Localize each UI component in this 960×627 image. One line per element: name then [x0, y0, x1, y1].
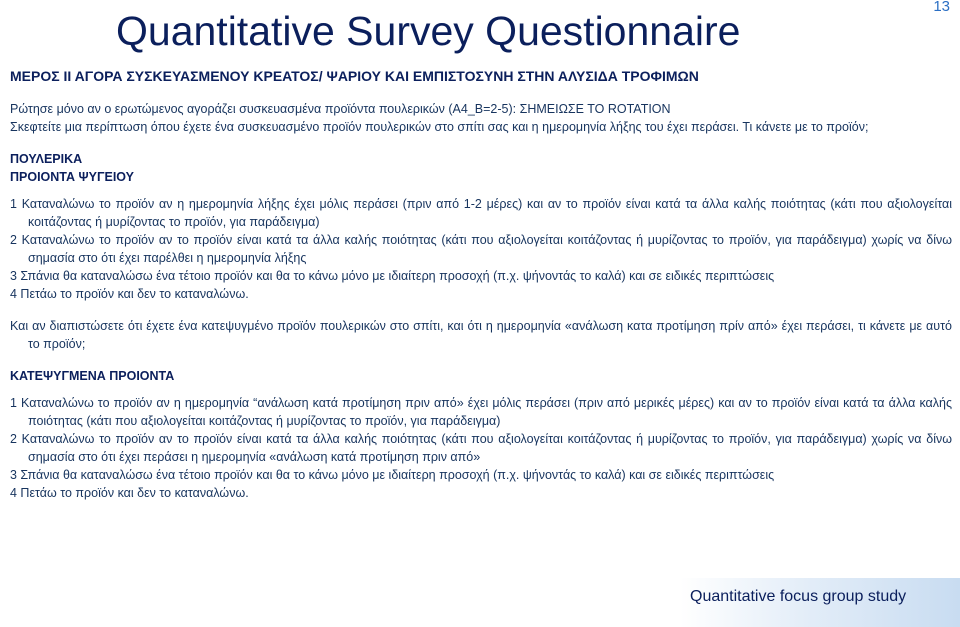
- chilled-category-heading: ΠΟΥΛΕΡΙΚΑ: [10, 152, 83, 166]
- footer-label: Quantitative focus group study: [690, 588, 907, 605]
- slide-title: Quantitative Survey Questionnaire: [116, 8, 741, 54]
- frozen-category-heading: ΚΑΤΕΨΥΓΜΕΝΑ ΠΡΟΙΟΝΤΑ: [10, 369, 175, 383]
- intro-instruction: Ρώτησε μόνο αν ο ερωτώμενος αγοράζει συσκευασμένα προϊόντα πουλερικών (A4_B=2-5): ΣΗΜΕΙΩΣΕ ΤΟ ROTATION: [10, 102, 671, 116]
- question-frozen: Και αν διαπιστώσετε ότι έχετε ένα κατεψυγμένο προϊόν πουλερικών στο σπίτι, και ότι η ημερομηνία «ανάλωση κατα προτίμηση πρίν από» έχει περάσει, τι κάνετε με αυτό το προϊόν;: [10, 319, 952, 351]
- frozen-option-2: 2 Καταναλώνω το προϊόν αν το προϊόν είναι κατά τα άλλα καλής ποιότητας (κάτι που αξιολογείται κοιτάζοντας ή μυρίζοντας το προϊόν, για παράδειγμα) χωρίς να δίνω σημασία στο ότι έχει περάσει η ημερομηνία «ανάλωση κατά προτίμηση πριν από»: [10, 432, 952, 464]
- frozen-option-1: 1 Καταναλώνω το προϊόν αν η ημερομηνία “ανάλωση κατά προτίμηση πριν από» έχει μόλις περάσει (πριν από μερικές μέρες) και αν το προϊόν είναι κατά τα άλλα καλής ποιότητας (κάτι που αξιολογείται κοιτάζοντας ή μυρίζοντας το προϊόν, για παράδειγμα): [10, 396, 952, 428]
- questionnaire-body: [10, 100, 952, 502]
- frozen-option-4: 4 Πετάω το προϊόν και δεν το καταναλώνω.: [10, 486, 249, 500]
- frozen-option-3: 3 Σπάνια θα καταναλώσω ένα τέτοιο προϊόν και θα το κάνω μόνο με ιδιαίτερη προσοχή (π.χ. ψήνοντάς το καλά) και σε ειδικές περιπτώσεις: [10, 468, 775, 482]
- chilled-option-2: 2 Καταναλώνω το προϊόν αν το προϊόν είναι κατά τα άλλα καλής ποιότητας (κάτι που αξιολογείται κοιτάζοντας ή μυρίζοντας το προϊόν, για παράδειγμα) χωρίς να δίνω σημασία στο ότι έχει παρέλθει η ημερομηνία λήξης: [10, 233, 952, 265]
- chilled-subcategory-heading: ΠΡΟΙΟΝΤΑ ΨΥΓΕΙΟΥ: [10, 170, 135, 184]
- chilled-option-1: 1 Καταναλώνω το προϊόν αν η ημερομηνία λήξης έχει μόλις περάσει (πριν από 1-2 μέρες) και αν το προϊόν είναι κατά τα άλλα καλής ποιότητας (κάτι που αξιολογείται κοιτάζοντας ή μυρίζοντας το προϊόν, για παράδειγμα): [10, 197, 952, 229]
- section-heading: ΜΕΡΟΣ ΙΙ ΑΓΟΡΑ ΣΥΣΚΕΥΑΣΜΕΝΟΥ ΚΡΕΑΤΟΣ/ ΨΑΡΙΟΥ ΚΑΙ ΕΜΠΙΣΤΟΣΥΝΗ ΣΤΗΝ ΑΛΥΣΙΔΑ ΤΡΟΦΙΜΩΝ: [10, 68, 699, 84]
- chilled-option-4: 4 Πετάω το προϊόν και δεν το καταναλώνω.: [10, 287, 249, 301]
- question-chilled: Σκεφτείτε μια περίπτωση όπου έχετε ένα συσκευασμένο προϊόν πουλερικών στο σπίτι σας και η ημερομηνία λήξης του έχει περάσει. Τι κάνετε με το προϊόν;: [10, 120, 869, 134]
- footer-banner: [680, 578, 960, 627]
- chilled-option-3: 3 Σπάνια θα καταναλώσω ένα τέτοιο προϊόν και θα το κάνω μόνο με ιδιαίτερη προσοχή (π.χ. ψήνοντάς το καλά) και σε ειδικές περιπτώσεις: [10, 269, 775, 283]
- page-number: 13: [933, 0, 950, 15]
